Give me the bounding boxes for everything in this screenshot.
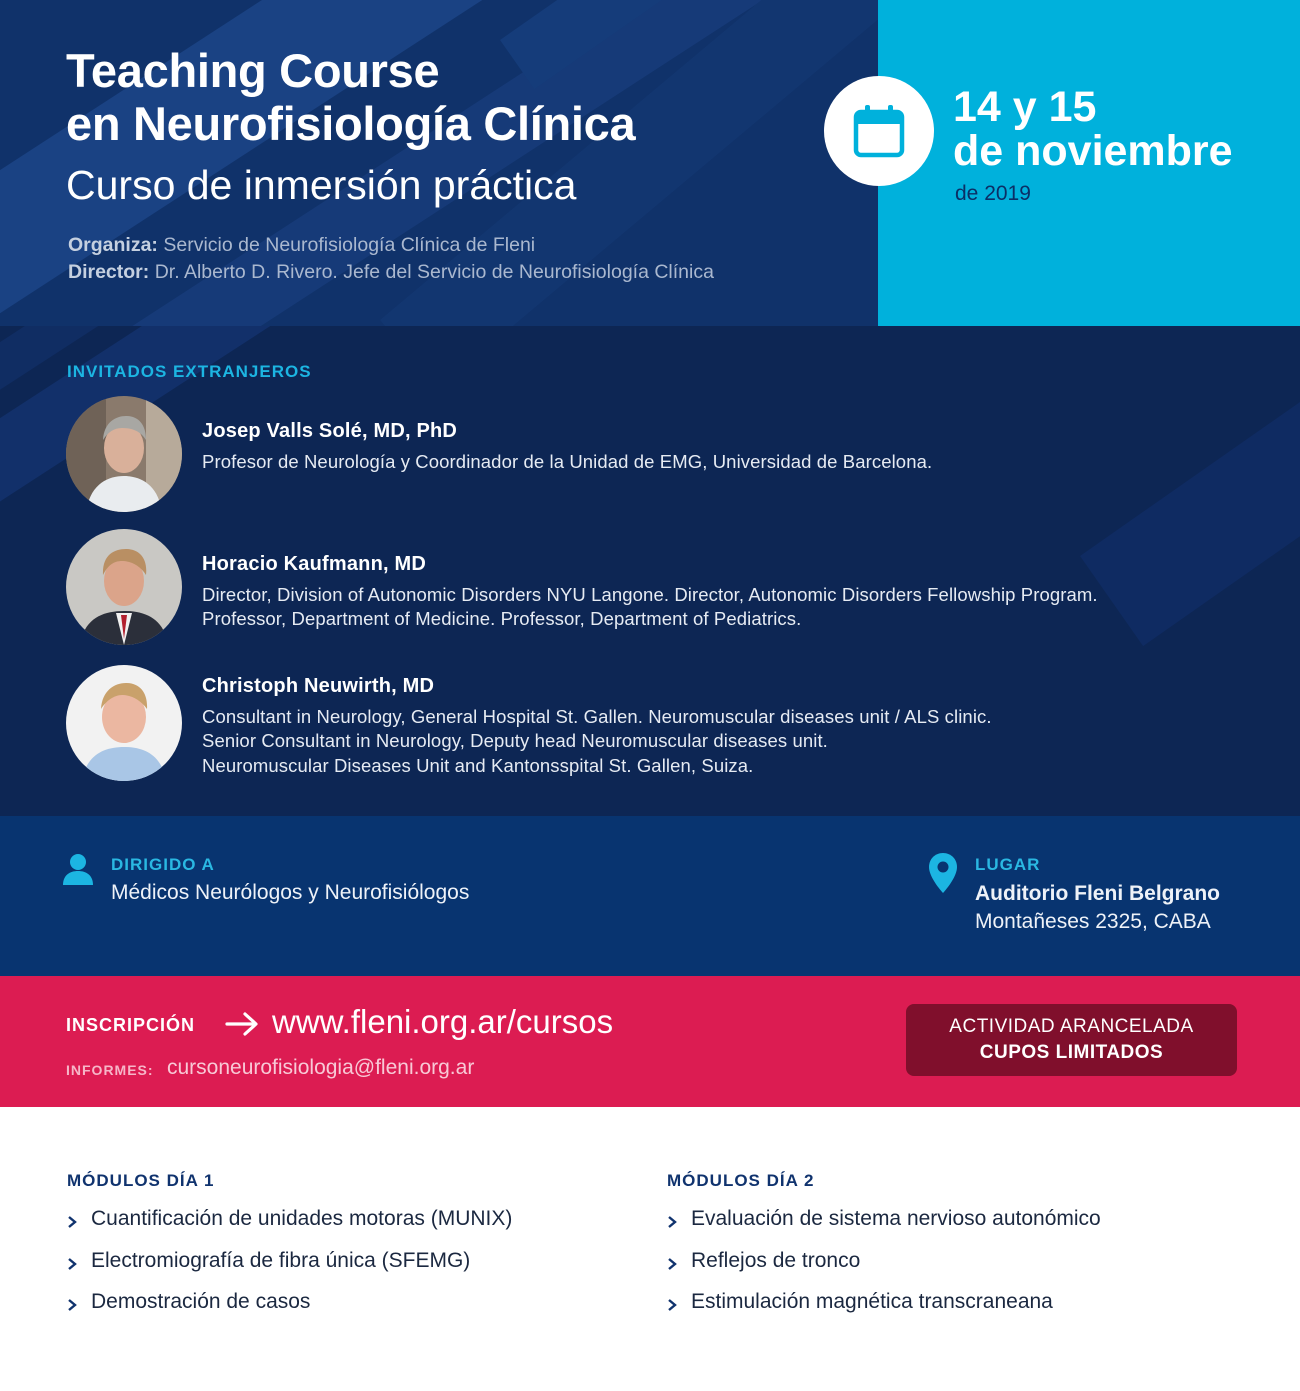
arrow-right-icon [225,1012,259,1036]
guest-description: Senior Consultant in Neurology, Deputy head Neuromuscular diseases unit. [202,730,828,751]
module-item: Reflejos de tronco [691,1249,861,1272]
guest-description: Professor, Department of Medicine. Professor, Department of Pediatrics. [202,608,802,629]
fee-badge [906,1004,1237,1076]
director-value: Dr. Alberto D. Rivero. Jefe del Servicio de Neurofisiología Clínica [154,261,714,283]
guest-photo [66,396,182,512]
guests-section [0,326,1300,816]
guest-photo [66,529,182,645]
guest-name: Christoph Neuwirth, MD [202,675,435,697]
course-title-line1: Teaching Course [66,44,440,97]
chevron-right-icon [67,1298,77,1312]
date-days: 14 y 15 [953,83,1097,131]
registration-section [0,976,1300,1107]
registration-label: INSCRIPCIÓN [66,1015,196,1035]
avatar [66,396,182,512]
module-item: Evaluación de sistema nervioso autonómico [691,1207,1101,1230]
map-pin-icon [928,852,958,894]
modules-day1-heading: MÓDULOS DÍA 1 [67,1171,215,1190]
venue-label: LUGAR [975,855,1041,874]
guest-description: Neuromuscular Diseases Unit and Kantonsspital St. Gallen, Suiza. [202,755,754,776]
chevron-right-icon [667,1298,677,1312]
fee-line2: CUPOS LIMITADOS [979,1042,1164,1063]
guest-name: Horacio Kaufmann, MD [202,553,427,575]
guest-name: Josep Valls Solé, MD, PhD [202,420,458,442]
date-month: de noviembre [953,127,1233,175]
venue-address: Montañeses 2325, CABA [975,910,1211,933]
person-icon [62,853,94,885]
audience-value: Médicos Neurólogos y Neurofisiólogos [111,881,470,904]
calendar-badge [824,76,934,186]
course-subtitle: Curso de inmersión práctica [66,162,577,208]
chevron-right-icon [667,1215,677,1229]
module-item: Demostración de casos [91,1290,311,1313]
guest-description: Director, Division of Autonomic Disorders NYU Langone. Director, Autonomic Disorders Fellowship Program. [202,584,1098,605]
chevron-right-icon [67,1215,77,1229]
module-item: Estimulación magnética transcraneana [691,1290,1053,1313]
registration-link[interactable]: www.fleni.org.ar/cursos [272,1003,614,1040]
header-section [0,0,1300,326]
chevron-right-icon [67,1257,77,1271]
guest-description: Consultant in Neurology, General Hospital St. Gallen. Neuromuscular diseases unit / ALS clinic. [202,706,992,727]
audience-label: DIRIGIDO A [111,855,215,874]
avatar [66,665,182,781]
informes-email-link[interactable]: cursoneurofisiologia@fleni.org.ar [167,1056,475,1079]
venue-name: Auditorio Fleni Belgrano [975,882,1220,905]
organizer-line [68,232,535,258]
date-year: de 2019 [955,182,1031,205]
director-label: Director: [68,261,150,283]
director-line [68,259,714,285]
calendar-icon [851,103,907,159]
fee-line1: ACTIVIDAD ARANCELADA [949,1016,1194,1037]
organizer-label: Organiza: [68,234,158,256]
course-title-line2: en Neurofisiología Clínica [66,97,636,150]
modules-day2-heading: MÓDULOS DÍA 2 [667,1171,815,1190]
guest-photo [66,665,182,781]
avatar [66,529,182,645]
module-item: Cuantificación de unidades motoras (MUNIX) [91,1207,513,1230]
informes-label: INFORMES: [66,1062,154,1078]
audience-venue-section [0,816,1300,976]
chevron-right-icon [667,1257,677,1271]
guest-description: Profesor de Neurología y Coordinador de la Unidad de EMG, Universidad de Barcelona. [202,451,933,472]
module-item: Electromiografía de fibra única (SFEMG) [91,1249,471,1272]
decorative-band [1080,326,1300,646]
organizer-value: Servicio de Neurofisiología Clínica de Fleni [163,234,536,256]
guests-heading: INVITADOS EXTRANJEROS [67,362,312,381]
